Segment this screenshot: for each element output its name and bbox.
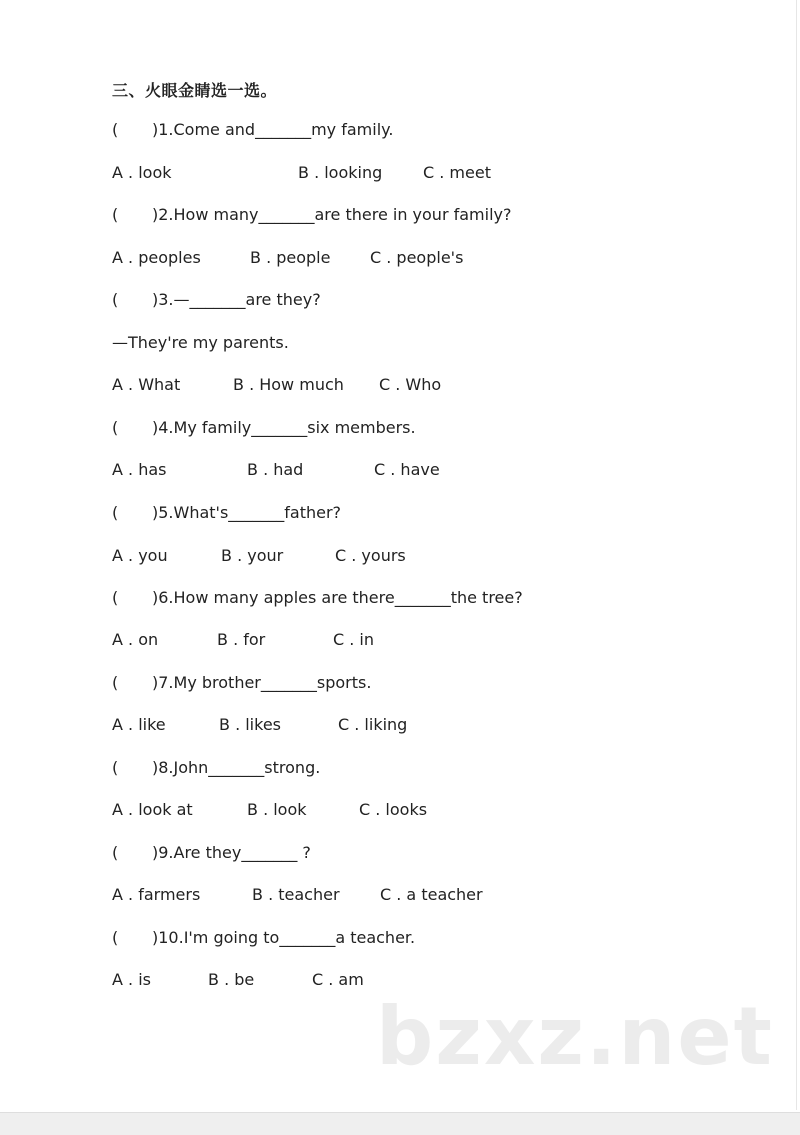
question-6: [112, 587, 523, 609]
option-b: B . likes: [219, 715, 281, 734]
option-c: C . in: [333, 630, 375, 649]
answer-paren: (: [112, 758, 119, 777]
section-title: 三、火眼金睛选一选。: [112, 81, 278, 100]
option-a: A . has: [112, 460, 167, 479]
question-9: [112, 842, 311, 864]
question-3-answer-line: —They're my parents.: [112, 333, 289, 352]
question-text: )4.My family_______six members.: [152, 418, 416, 437]
question-text: )2.How many_______are there in your family?: [152, 205, 512, 224]
question-7: [112, 672, 371, 694]
answer-paren: (: [112, 290, 119, 309]
answer-paren: (: [112, 120, 119, 139]
option-b: B . had: [247, 460, 304, 479]
options-8: [112, 799, 712, 821]
question-3: [112, 289, 321, 311]
answer-paren: (: [112, 588, 119, 607]
options-5: [112, 545, 712, 567]
question-text: )7.My brother_______sports.: [152, 673, 372, 692]
option-b: B . be: [208, 970, 255, 989]
answer-paren: (: [112, 503, 119, 522]
option-a: A . peoples: [112, 248, 201, 267]
options-1: [112, 162, 712, 184]
question-4: [112, 417, 416, 439]
option-a: A . farmers: [112, 885, 201, 904]
viewer-bottom-bar: [0, 1112, 800, 1135]
option-b: B . your: [221, 546, 284, 565]
answer-paren: (: [112, 205, 119, 224]
options-2: [112, 247, 712, 269]
option-b: B . look: [247, 800, 307, 819]
option-b: B . looking: [298, 163, 383, 182]
option-a: A . like: [112, 715, 166, 734]
option-c: C . meet: [423, 163, 491, 182]
option-c: C . liking: [338, 715, 408, 734]
question-text: )9.Are they_______ ?: [152, 843, 311, 862]
option-a: A . on: [112, 630, 159, 649]
options-7: [112, 714, 712, 736]
option-a: A . is: [112, 970, 151, 989]
option-c: C . a teacher: [380, 885, 483, 904]
watermark: bzxz.net: [376, 990, 774, 1083]
question-text: )3.—_______are they?: [152, 290, 321, 309]
question-1: [112, 119, 393, 141]
answer-paren: (: [112, 843, 119, 862]
answer-paren: (: [112, 928, 119, 947]
question-5: [112, 502, 341, 524]
option-c: C . yours: [335, 546, 406, 565]
option-b: B . How much: [233, 375, 344, 394]
option-a: A . look: [112, 163, 172, 182]
question-10: [112, 927, 415, 949]
option-b: B . for: [217, 630, 266, 649]
question-8: [112, 757, 320, 779]
answer-paren: (: [112, 673, 119, 692]
options-9: [112, 884, 712, 906]
answer-paren: (: [112, 418, 119, 437]
option-c: C . looks: [359, 800, 428, 819]
option-a: A . What: [112, 375, 181, 394]
question-text: )6.How many apples are there_______the tree?: [152, 588, 523, 607]
option-c: C . have: [374, 460, 440, 479]
option-a: A . look at: [112, 800, 193, 819]
question-text: )10.I'm going to_______a teacher.: [152, 928, 416, 947]
option-a: A . you: [112, 546, 168, 565]
question-2: [112, 204, 511, 226]
option-c: C . am: [312, 970, 364, 989]
option-c: C . Who: [379, 375, 442, 394]
options-3: [112, 374, 712, 396]
question-text: )1.Come and_______my family.: [152, 120, 394, 139]
question-text: )5.What's_______father?: [152, 503, 342, 522]
options-10: [112, 969, 712, 991]
question-text: )8.John_______strong.: [152, 758, 321, 777]
options-4: [112, 459, 712, 481]
option-c: C . people's: [370, 248, 464, 267]
options-6: [112, 629, 712, 651]
option-b: B . people: [250, 248, 331, 267]
option-b: B . teacher: [252, 885, 340, 904]
